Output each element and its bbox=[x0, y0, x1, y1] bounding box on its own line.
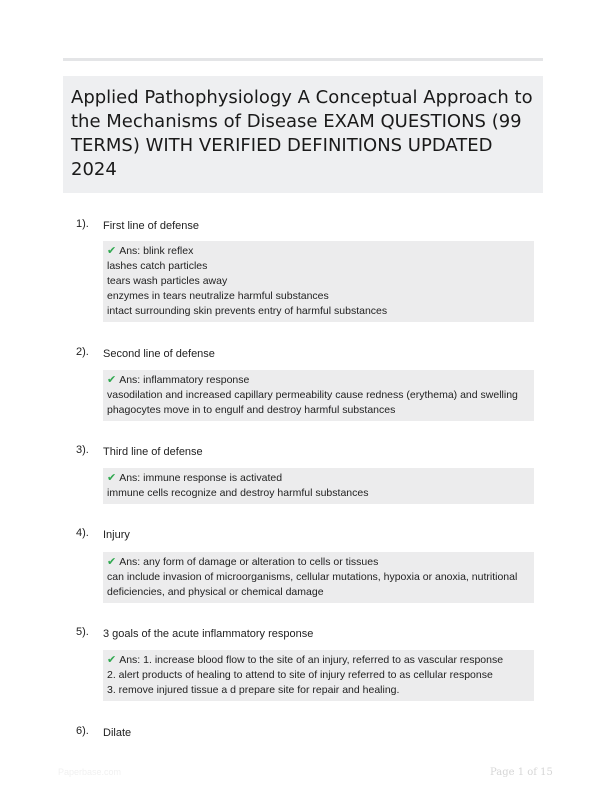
answer-line: deficiencies, and physical or chemical damage bbox=[107, 586, 324, 598]
answer-text: Ans: immune response is activated bbox=[119, 472, 283, 484]
question-term: Dilate bbox=[103, 727, 132, 739]
question-number: 4). bbox=[76, 527, 89, 539]
check-icon: ✔ bbox=[107, 374, 117, 386]
question-number: 2). bbox=[76, 346, 89, 358]
top-divider bbox=[63, 58, 543, 61]
answer-line: immune cells recognize and destroy harmful substances bbox=[107, 487, 369, 499]
check-icon: ✔ bbox=[107, 245, 117, 257]
answer-line: 2. alert products of healing to attend to site of injury referred to as cellular response bbox=[107, 669, 493, 681]
question-term: Injury bbox=[103, 529, 130, 541]
answer-box bbox=[103, 241, 534, 322]
answer-line: tears wash particles away bbox=[107, 275, 228, 287]
check-icon: ✔ bbox=[107, 556, 117, 568]
answer-line: lashes catch particles bbox=[107, 260, 208, 272]
question-number: 1). bbox=[76, 218, 89, 230]
answer-line bbox=[107, 555, 530, 570]
answer-line bbox=[107, 373, 530, 388]
answer-text: Ans: inflammatory response bbox=[119, 374, 250, 386]
question-number: 6). bbox=[76, 725, 89, 737]
answer-text: Ans: any form of damage or alteration to cells or tissues bbox=[119, 556, 379, 568]
check-icon: ✔ bbox=[107, 654, 117, 666]
page-number: Page 1 of 15 bbox=[490, 767, 553, 778]
answer-line: intact surrounding skin prevents entry of harmful substances bbox=[107, 305, 388, 317]
question-term: 3 goals of the acute inflammatory response bbox=[103, 628, 314, 640]
answer-line: phagocytes move in to engulf and destroy harmful substances bbox=[107, 404, 396, 416]
answer-line: vasodilation and increased capillary permeability cause redness (erythema) and swelling bbox=[107, 389, 518, 401]
question-term: First line of defense bbox=[103, 220, 199, 232]
answer-line bbox=[107, 244, 530, 259]
question-number: 3). bbox=[76, 444, 89, 456]
answer-box bbox=[103, 468, 534, 504]
answer-line: 3. remove injured tissue a d prepare site for repair and healing. bbox=[107, 684, 400, 696]
answer-line bbox=[107, 471, 530, 486]
answer-box bbox=[103, 650, 534, 701]
document-title: Applied Pathophysiology A Conceptual Approach to the Mechanisms of Disease EXAM QUESTIONS (99 TERMS) WITH VERIFIED DEFINITIONS UPDATED 2024 bbox=[71, 87, 533, 180]
answer-line: can include invasion of microorganisms, cellular mutations, hypoxia or anoxia, nutritional bbox=[107, 571, 518, 583]
check-icon: ✔ bbox=[107, 472, 117, 484]
answer-box bbox=[103, 370, 534, 421]
title-box bbox=[63, 76, 543, 193]
answer-text: Ans: blink reflex bbox=[119, 245, 194, 257]
question-number: 5). bbox=[76, 626, 89, 638]
answer-line bbox=[107, 653, 530, 668]
footer-watermark: Paperbase.com bbox=[58, 767, 122, 777]
answer-text: Ans: 1. increase blood flow to the site of an injury, referred to as vascular response bbox=[119, 654, 504, 666]
answer-line: enzymes in tears neutralize harmful substances bbox=[107, 290, 329, 302]
answer-box bbox=[103, 552, 534, 603]
question-term: Third line of defense bbox=[103, 446, 203, 458]
question-term: Second line of defense bbox=[103, 348, 215, 360]
